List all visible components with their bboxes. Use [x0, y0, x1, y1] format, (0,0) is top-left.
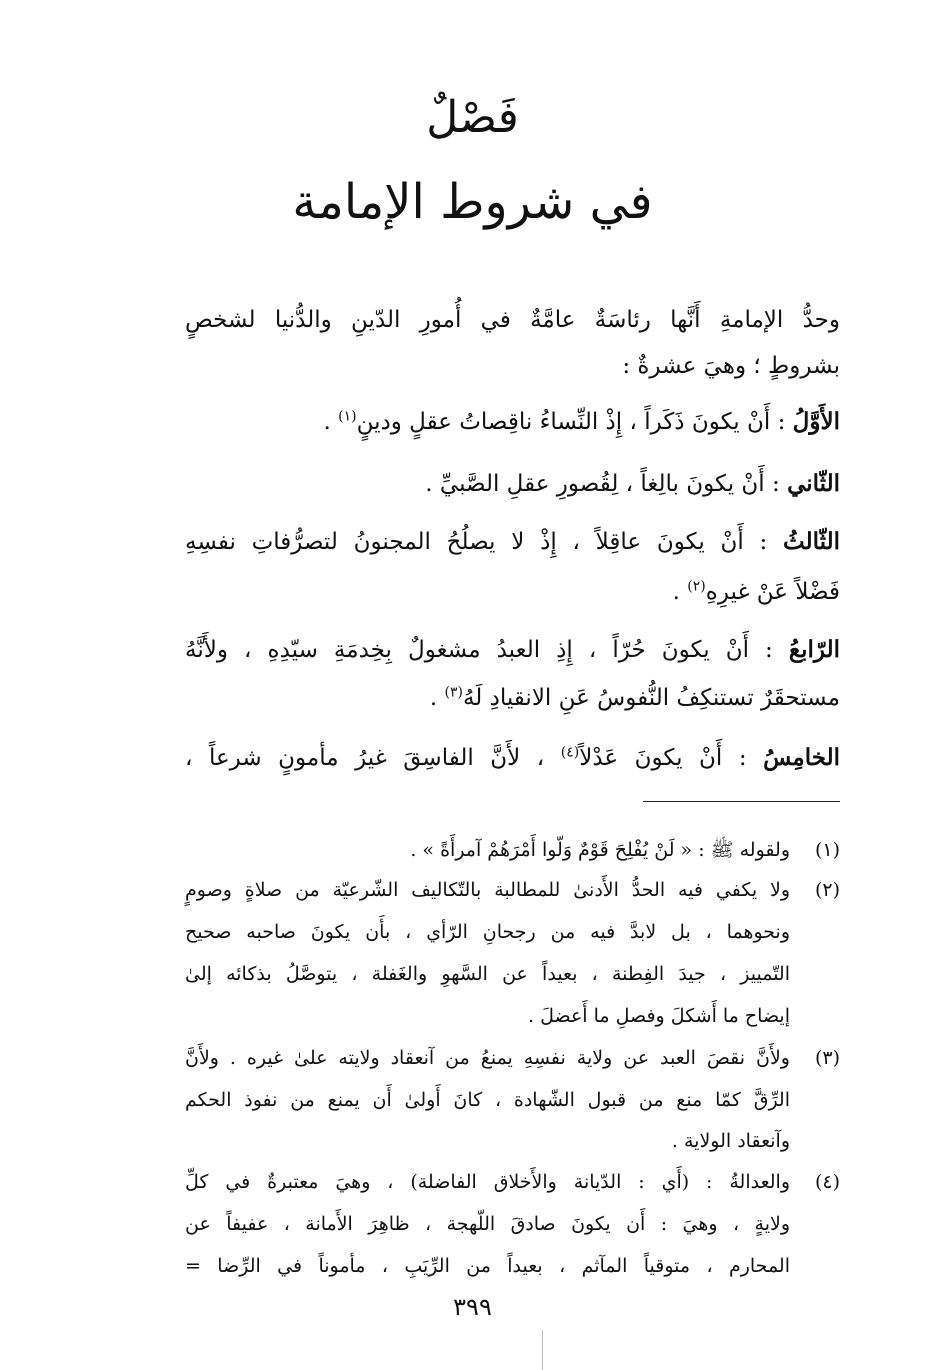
footnote-number: (٣) — [814, 1047, 840, 1069]
footnote-ref[interactable]: (١) — [338, 408, 357, 425]
footnote-separator — [643, 801, 840, 802]
condition-label: الخامِسُ — [763, 744, 840, 771]
footnote-ref[interactable]: (٢) — [687, 578, 706, 595]
footnote-3-line-3: وآنعقاد الولاية . — [671, 1130, 790, 1152]
section-heading: فَصْلٌ — [426, 92, 519, 143]
condition-label: الأَوَّلُ — [792, 408, 840, 435]
footnote-4-line-3: المحارم ، متوقياً المآثم ، بعيداً من الرِّيَبِ ، مأموناً في الرِّضا = — [185, 1255, 790, 1277]
condition-text: : أَنْ يكونَ عاقِلاً ، إِذْ لا يصلُحُ المجنونُ لتصرُّفاتِ نفسِهِ — [185, 529, 784, 555]
footnote-4-line-1: والعدالةُ : (أَي : الدّيانة والأَخلاق الفاضلة) ، وهيَ معتبرةٌ في كلِّ — [185, 1171, 790, 1193]
footnote-1: ولقوله ﷺ : « لَنْ يُفْلِحَ قَوْمٌ وَلّوا أَمْرَهُمْ آمرأَةً » . — [410, 839, 790, 861]
footnote-number: (٢) — [814, 879, 840, 901]
condition-third-cont — [673, 576, 840, 608]
footnote-number: (٤) — [814, 1171, 840, 1193]
footnote-2-line-3: التّمييز ، جيدَ الفِطنة ، بعيداً عن السَّهوِ والغَفلة ، يتوصَّلُ بذكائه إلىٰ — [185, 963, 790, 985]
condition-text: : أَنْ يكونَ بالِغاً ، لِقُصورِ عقلِ الصَّبيِّ . — [425, 471, 788, 497]
footnote-3-line-1: ولأَنَّ نقصَ العبد عن ولاية نفسِهِ يمنعُ من آنعقاد ولايته علىٰ غيره . ولأَنَّ — [185, 1047, 790, 1069]
condition-text: فَضْلاً عَنْ غيرِهِ — [705, 579, 840, 605]
condition-text-end: ، لأَنَّ الفاسِقَ غيرُ مأمونٍ شرعاً ، — [185, 745, 561, 771]
condition-second — [425, 468, 840, 500]
condition-fourth — [185, 634, 840, 666]
condition-fifth — [185, 742, 840, 774]
condition-end: . — [323, 409, 339, 435]
page-number: ٣٩٩ — [453, 1293, 492, 1321]
condition-label: الثّالثُ — [783, 528, 840, 555]
condition-end: . — [429, 685, 445, 711]
condition-text: مستحقَرٌ تستنكِفُ النُّفوسُ عَنِ الانقيادِ لَهُ — [462, 685, 840, 711]
condition-fourth-cont — [430, 682, 840, 714]
body-line-2: بشروطٍ ؛ وهيَ عشرةٌ : — [622, 353, 840, 379]
footnote-2-line-1: ولا يكفي فيه الحدُّ الأَدنىٰ للمطالبة بالتّكاليف الشّرعيّة من صلاةٍ وصومٍ — [185, 879, 790, 901]
condition-label: الرّابعُ — [788, 636, 840, 663]
footnote-3-line-2: الرِّقَّ كمّا منع من قبول الشّهادة ، كانَ أَولىٰ أَن يمنع من نفوذ الحكم — [185, 1089, 790, 1111]
footnote-2-line-4: إيضاح ما أَشكلَ وفصلِ ما أَعضلَ . — [528, 1005, 790, 1027]
body-line-1: وحدُّ الإمامةِ أَنَّها رئاسَةٌ عامَّةٌ في أُمورِ الدّينِ والدُّنيا لشخصٍ — [185, 307, 840, 333]
footnote-4-line-2: ولايةٍ ، وهيَ : أَن يكونَ صادقَ اللّهجة ، ظاهِرَ الأَمانة ، عفيفاً عن — [185, 1213, 790, 1235]
condition-end: . — [672, 579, 688, 605]
condition-text: : أَنْ يكونَ ذَكَراً ، إِذْ النِّساءُ ناقِصاتُ عقلٍ ودينٍ — [356, 409, 793, 435]
gutter-mark — [542, 1330, 543, 1370]
condition-text: : أَنْ يكونَ عَدْلاً — [579, 745, 764, 771]
condition-third — [185, 526, 840, 558]
condition-first — [324, 406, 841, 438]
section-title: في شروط الإمامة — [292, 174, 653, 230]
condition-label: الثّاني — [787, 470, 840, 497]
footnote-number: (١) — [814, 839, 840, 861]
footnote-2-line-2: ونحوهما ، بل لابدَّ فيه من رجحانِ الرّأي ، بأَن يكونَ صاحبه صحيح — [185, 921, 790, 943]
footnote-ref[interactable]: (٤) — [560, 744, 580, 761]
footnote-ref[interactable]: (٣) — [444, 684, 463, 701]
condition-text: : أَنْ يكونَ حُرّاً ، إِذِ العبدُ مشغولٌ بِخِدمَةِ سيّدِهِ ، ولأَنَّهُ — [185, 637, 789, 663]
